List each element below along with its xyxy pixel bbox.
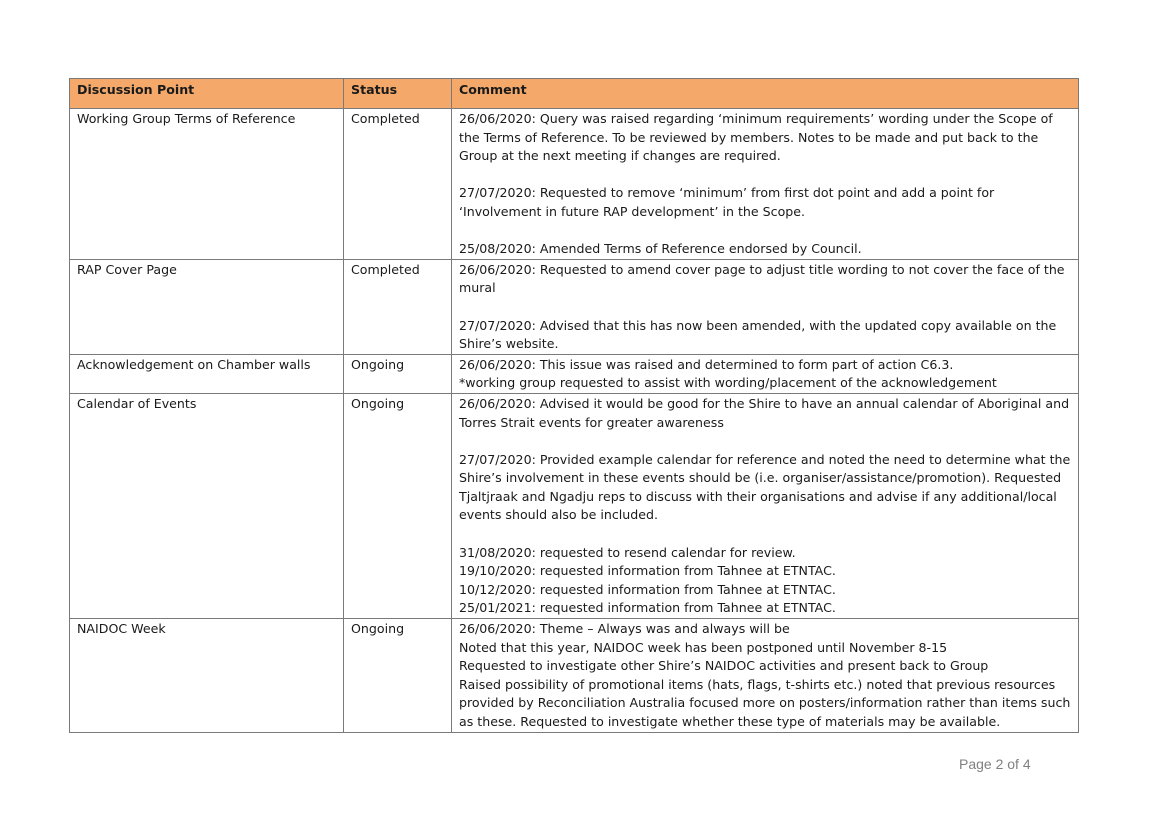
header-discussion-point: Discussion Point <box>70 79 344 109</box>
comment-line: 25/01/2021: requested information from Tahnee at ETNTAC. <box>459 600 836 616</box>
comment-line: 10/12/2020: requested information from Tahnee at ETNTAC. <box>459 581 836 597</box>
comment-line: 31/08/2020: requested to resend calendar for review. <box>459 544 796 560</box>
paragraph-gap <box>459 525 1071 544</box>
discussion-point-cell: NAIDOC Week <box>70 619 344 733</box>
status-cell: Ongoing <box>344 354 452 393</box>
discussion-table <box>69 78 1079 733</box>
header-status: Status <box>344 79 452 109</box>
comment-line: 26/06/2020: Advised it would be good for the Shire to have an annual calendar of Aboriginal and Torres Strait events for greater awareness <box>459 395 1070 430</box>
table-header-row <box>70 79 1079 109</box>
comment-line: 26/06/2020: Theme – Always was and always will be <box>459 621 790 637</box>
comment-line: 19/10/2020: requested information from Tahnee at ETNTAC. <box>459 563 836 579</box>
comment-line: *working group requested to assist with wording/placement of the acknowledgement <box>459 375 997 391</box>
comment-line: Raised possibility of promotional items (hats, flags, t-shirts etc.) noted that previous resources provided by Reconciliation Australia focused more on posters/information rather than items such as these. Requested to investigate whether these type of materials may be available. <box>459 676 1071 729</box>
page-number: Page 2 of 4 <box>959 756 1031 772</box>
comment-line: 27/07/2020: Advised that this has now been amended, with the updated copy available on the Shire’s website. <box>459 317 1057 352</box>
comment-cell <box>452 619 1079 733</box>
comment-line: 27/07/2020: Provided example calendar for reference and noted the need to determine what the Shire’s involvement in these events should be (i.e. organiser/assistance/promotion). Requested Tjaltjraak and Ngadju reps to discuss with their organisations and advise if any additional/local events should also be included. <box>459 451 1071 523</box>
status-cell: Ongoing <box>344 393 452 618</box>
comment-cell <box>452 393 1079 618</box>
table-row <box>70 259 1079 354</box>
paragraph-gap <box>459 222 1071 241</box>
comment-line: Requested to investigate other Shire’s NAIDOC activities and present back to Group <box>459 658 989 674</box>
comment-line: 26/06/2020: Requested to amend cover page to adjust title wording to not cover the face of the mural <box>459 261 1065 296</box>
paragraph-gap <box>459 432 1071 451</box>
discussion-point-cell: RAP Cover Page <box>70 259 344 354</box>
discussion-point-cell: Calendar of Events <box>70 393 344 618</box>
comment-line: 25/08/2020: Amended Terms of Reference endorsed by Council. <box>459 241 862 257</box>
comment-line: Noted that this year, NAIDOC week has been postponed until November 8-15 <box>459 639 948 655</box>
table-row <box>70 354 1079 393</box>
table-row <box>70 619 1079 733</box>
comment-cell <box>452 354 1079 393</box>
status-cell: Ongoing <box>344 619 452 733</box>
paragraph-gap <box>459 298 1071 317</box>
comment-line: 26/06/2020: This issue was raised and determined to form part of action C6.3. <box>459 356 954 372</box>
discussion-point-cell: Acknowledgement on Chamber walls <box>70 354 344 393</box>
status-cell: Completed <box>344 109 452 260</box>
table-row <box>70 393 1079 618</box>
status-cell: Completed <box>344 259 452 354</box>
discussion-point-cell: Working Group Terms of Reference <box>70 109 344 260</box>
comment-cell <box>452 109 1079 260</box>
comment-line: 26/06/2020: Query was raised regarding ‘minimum requirements’ wording under the Scope of the Terms of Reference. To be reviewed by members. Notes to be made and put back to the Group at the next meeting if changes are required. <box>459 111 1053 164</box>
comment-cell <box>452 259 1079 354</box>
comment-line: 27/07/2020: Requested to remove ‘minimum’ from first dot point and add a point for ‘Involvement in future RAP development’ in the Scope. <box>459 185 995 219</box>
header-comment: Comment <box>452 79 1079 109</box>
table-row <box>70 109 1079 260</box>
paragraph-gap <box>459 166 1071 185</box>
